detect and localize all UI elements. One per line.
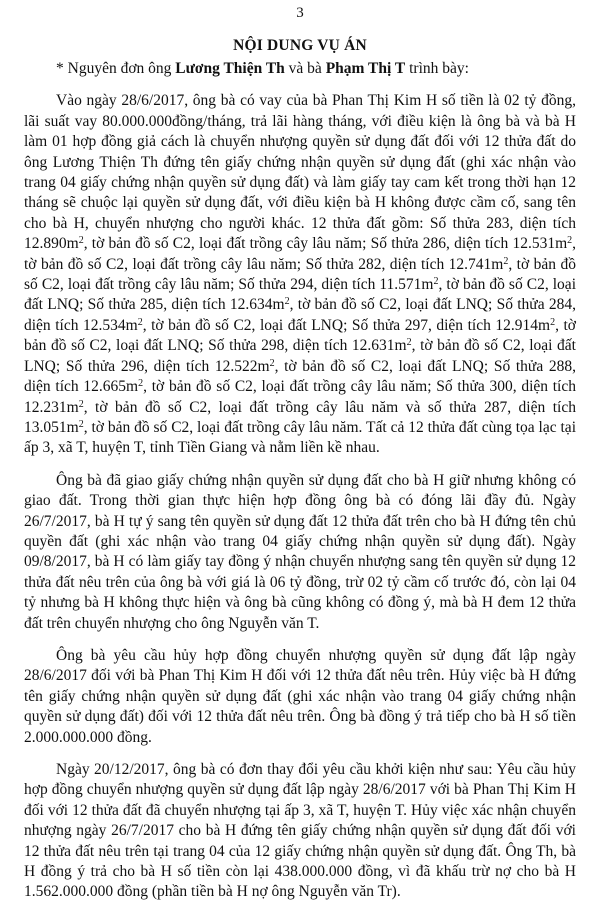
p1-text-5: , tờ bản đồ số C2, loại đất LNQ; Số thửa 285, diện tích 12.634m xyxy=(24,276,576,314)
paragraph-4: Ngày 20/12/2017, ông bà có đơn thay đổi yêu cầu khởi kiện như sau: Yêu cầu hủy hợp đồng chuyển nhượng quyền sử dụng đất lập ngày 28/6/2017 với bà Phan Thị Kim H đối với 12 thửa đất đã chuyển nhượng tại ấp 3, xã T, huyện T. Hủy việc xác nhận chuyển nhượng ngày 26/7/2017 cho bà H đứng tên giấy chứng nhận quyền sử dụng đất đối với 12 thửa đất nêu trên tại trang 04 của 12 giấy chứng nhận quyền sử dụng đất. Ông Th, bà H đồng ý trả cho bà H số tiền còn lại 438.000.000 đồng, vì đã khấu trừ nợ cho bà H 1.562.000.000 đồng (phần tiền bà H nợ ông Nguyễn văn Tr). xyxy=(24,761,576,901)
p1-sup: 2 xyxy=(550,316,556,328)
p1-text-12: , tờ bản đồ số C2, loại đất trồng cây lâu năm và số thửa 287, diện tích 13.051m xyxy=(24,398,576,436)
p1-sup: 2 xyxy=(78,398,84,410)
intro-prefix: * Nguyên đơn ông xyxy=(56,60,176,77)
paragraph-2: Ông bà đã giao giấy chứng nhận quyền sử dụng đất cho bà H giữ nhưng không có giao đất. Trong thời gian thực hiện hợp đồng ông bà có đóng lãi đầy đủ. Ngày 26/7/2017, bà H tự ý sang tên quyền sử dụng đất 12 thửa đất trên cho bà H đứng tên chủ quyền đất (ghi xác nhận vào trang 04 giấy chứng nhận quyền sử dụng đất). Ngày 09/8/2017, bà H có làm giấy tay đồng ý nhận chuyển nhượng sang tên quyền sử dụng 12 thửa đất nêu trên của ông bà với giá là 06 tỷ đồng, trừ 02 tỷ cầm cố trước đó, còn lại 04 tỷ nhưng bà H không thực hiện và ông bà cũng không có đồng ý, mà bà H đem 12 thửa đất trên chuyển nhượng cho ông Nguyễn văn T. xyxy=(24,471,576,632)
p1-text-6: , tờ bản đồ số C2, loại đất LNQ; Số thửa 284, diện tích 12.534m xyxy=(24,296,576,334)
p1-text-10: , tờ bản đồ số C2, loại đất LNQ; Số thửa 288, diện tích 12.665m xyxy=(24,357,576,396)
page-number: 3 xyxy=(296,5,304,21)
paragraph-3: Ông bà yêu cầu hủy hợp đồng chuyển nhượng quyền sử dụng đất lập ngày 28/6/2017 đối với bà Phan Thị Kim H đối với 12 thửa đất nêu trên. Hủy việc bà H đứng tên giấy chứng nhận quyền sử dụng đất (ghi xác nhận vào trang 04 giấy chứng nhận quyền sử dụng đất) đối với 12 thửa đất nêu trên. Ông bà đồng ý trả tiếp cho bà H số tiền 2.000.000.000 đồng. xyxy=(24,646,576,746)
p1-sup: 2 xyxy=(503,255,509,267)
p1-text-13: , tờ bản đồ số C2, loại đất trồng cây lâu năm. Tất cả 12 thửa đất cùng tọa lạc tại ấp 3, xã T, huyện T, tỉnh Tiền Giang và nằm liền kề nhau. xyxy=(24,418,576,457)
p1-text-4: , tờ bản đồ số C2, loại đất trồng cây lâu năm; Số thửa 294, diện tích 11.571m xyxy=(24,255,576,294)
p1-text-1: Vào ngày 28/6/2017, ông bà có vay của bà Phan Thị Kim H số tiền là 02 tỷ đồng, lãi suất vay 80.000.000đồng/tháng, trả lãi hàng tháng, với điều kiện là ông bà và bà H làm 01 hợp đồng giả cách là chuyển nhượng quyền sử dụng đất đối với 12 thửa đất do ông Lương Thiện Th đứng tên giấy chứng nhận quyền sử dụng đất (ghi xác nhận vào trang 04 giấy chứng nhận quyền sử dụng đất) và làm giấy tay cam kết trong thời hạn 12 tháng sẽ chuộc lại quyền sử dụng đất, với điều kiện bà H không được cầm cố, sang tên cho bà H, chuyển nhượng cho người khác. 12 thửa đất gồm: Số thửa 283, diện tích 12.890m xyxy=(24,92,576,253)
intro-middle: và bà xyxy=(284,60,326,77)
p1-text-11: , tờ bản đồ số C2, loại đất trồng cây lâu năm; Số thửa 300, diện tích 12.231m xyxy=(24,378,576,416)
p1-sup: 2 xyxy=(78,418,84,430)
p1-text-7: , tờ bản đồ số C2, loại đất LNQ; Số thửa 297, diện tích 12.914m xyxy=(142,316,551,334)
p1-text-8: , tờ bản đồ số C2, loại đất LNQ; Số thửa 298, diện tích 12.631m xyxy=(24,316,576,355)
p1-sup: 2 xyxy=(78,235,84,247)
p1-text-9: , tờ bản đồ số C2, loại đất LNQ; Số thửa 296, diện tích 12.522m xyxy=(24,337,576,375)
p1-sup: 2 xyxy=(269,357,275,369)
intro-paragraph xyxy=(24,59,576,79)
plaintiff-name-1: Lương Thiện Th xyxy=(175,60,285,77)
paragraph-1 xyxy=(24,91,576,458)
p1-text-2: , tờ bản đồ số C2, loại đất trồng cây lâu năm; Số thửa 286, diện tích 12.531m xyxy=(83,235,568,253)
plaintiff-name-2: Phạm Thị T xyxy=(325,60,406,77)
p1-sup: 2 xyxy=(406,337,412,349)
intro-suffix: trình bày: xyxy=(405,60,469,77)
p1-sup: 2 xyxy=(567,235,573,247)
p1-sup: 2 xyxy=(433,276,439,288)
p1-sup: 2 xyxy=(138,378,144,390)
p1-text-3: , tờ bản đồ số C2, loại đất trồng cây lâu năm; Số thửa 282, diện tích 12.741m xyxy=(24,235,576,273)
section-title: NỘI DUNG VỤ ÁN xyxy=(233,37,367,54)
p1-sup: 2 xyxy=(284,296,290,308)
p1-sup: 2 xyxy=(137,316,143,328)
